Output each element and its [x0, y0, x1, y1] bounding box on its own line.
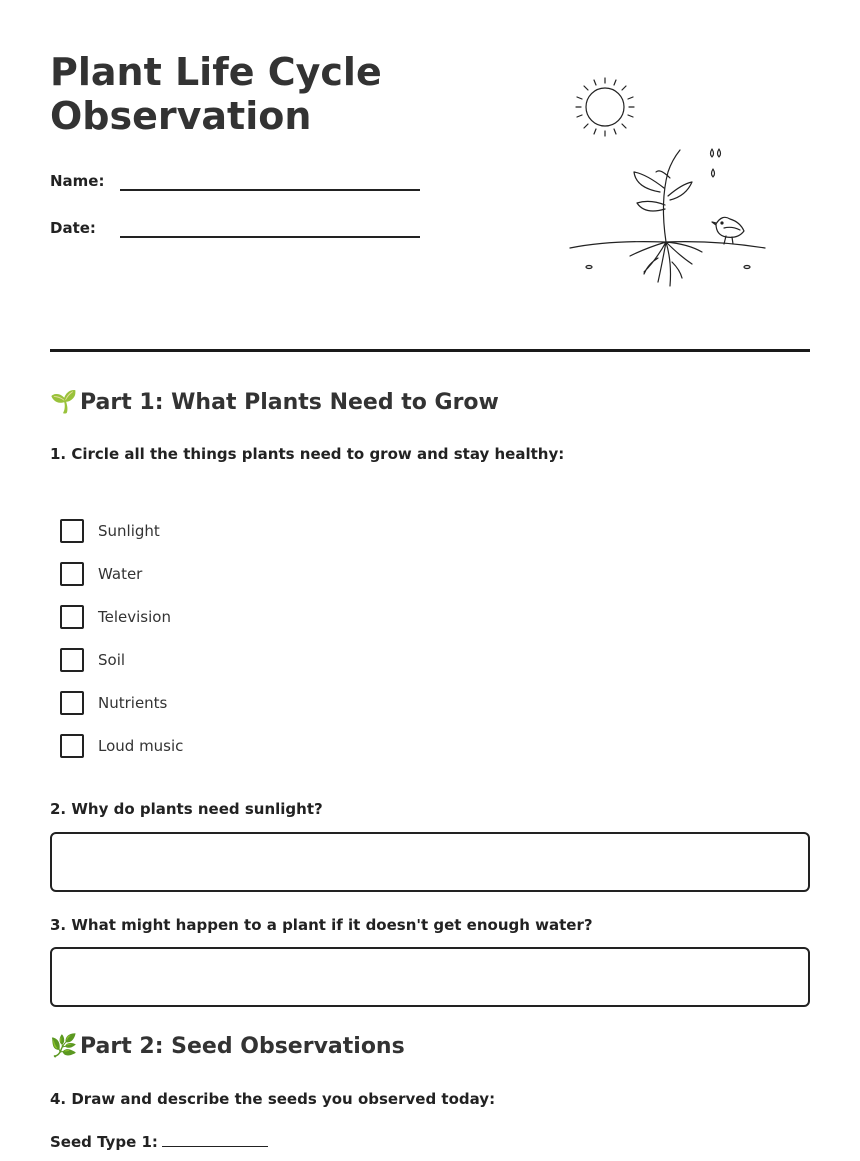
seed-type-label: Seed Type 1:	[50, 1133, 158, 1151]
checklist-item[interactable]	[60, 638, 183, 681]
name-field	[50, 166, 420, 196]
worksheet-title: Plant Life Cycle Observation	[50, 50, 382, 138]
checklist-item[interactable]	[60, 724, 183, 767]
checklist-item[interactable]	[60, 509, 183, 552]
part1-heading	[50, 388, 499, 418]
checkbox[interactable]	[60, 734, 84, 758]
seed-type-field	[50, 1130, 268, 1151]
answer-box-q2[interactable]	[50, 832, 810, 892]
part1-heading-text: Part 1: What Plants Need to Grow	[80, 390, 499, 415]
plant-icon	[570, 150, 765, 286]
part2-heading	[50, 1032, 405, 1062]
date-field	[50, 213, 420, 243]
herb-icon: 🌿	[50, 1034, 78, 1059]
checklist-item[interactable]	[60, 552, 183, 595]
checkbox[interactable]	[60, 605, 84, 629]
date-label: Date:	[50, 219, 96, 237]
checkbox-label: Nutrients	[98, 693, 168, 712]
question-3: 3. What might happen to a plant if it doesn't get enough water?	[50, 916, 593, 934]
raindrops-icon	[711, 149, 721, 177]
question-1: 1. Circle all the things plants need to grow and stay healthy:	[50, 445, 565, 463]
name-label: Name:	[50, 172, 105, 190]
checklist-item[interactable]	[60, 595, 183, 638]
answer-box-q3[interactable]	[50, 947, 810, 1007]
checkbox-label: Sunlight	[98, 521, 160, 540]
question-2: 2. Why do plants need sunlight?	[50, 800, 323, 818]
checklist-item[interactable]	[60, 681, 183, 724]
part2-heading-text: Part 2: Seed Observations	[80, 1034, 405, 1059]
checkbox[interactable]	[60, 648, 84, 672]
checkbox[interactable]	[60, 562, 84, 586]
needs-checklist	[60, 509, 183, 767]
seed-type-blank[interactable]	[162, 1130, 268, 1147]
checkbox-label: Television	[98, 607, 171, 626]
seedling-icon: 🌱	[50, 390, 78, 415]
plant-illustration	[560, 70, 775, 295]
name-line[interactable]	[120, 166, 420, 191]
question-4: 4. Draw and describe the seeds you observed today:	[50, 1090, 496, 1108]
checkbox-label: Soil	[98, 650, 126, 669]
checkbox[interactable]	[60, 519, 84, 543]
checkbox-label: Water	[98, 564, 143, 583]
checkbox-label: Loud music	[98, 736, 184, 755]
date-line[interactable]	[120, 213, 420, 238]
header-divider	[50, 349, 810, 352]
checkbox[interactable]	[60, 691, 84, 715]
bird-icon	[712, 217, 744, 244]
sun-icon	[576, 78, 634, 136]
